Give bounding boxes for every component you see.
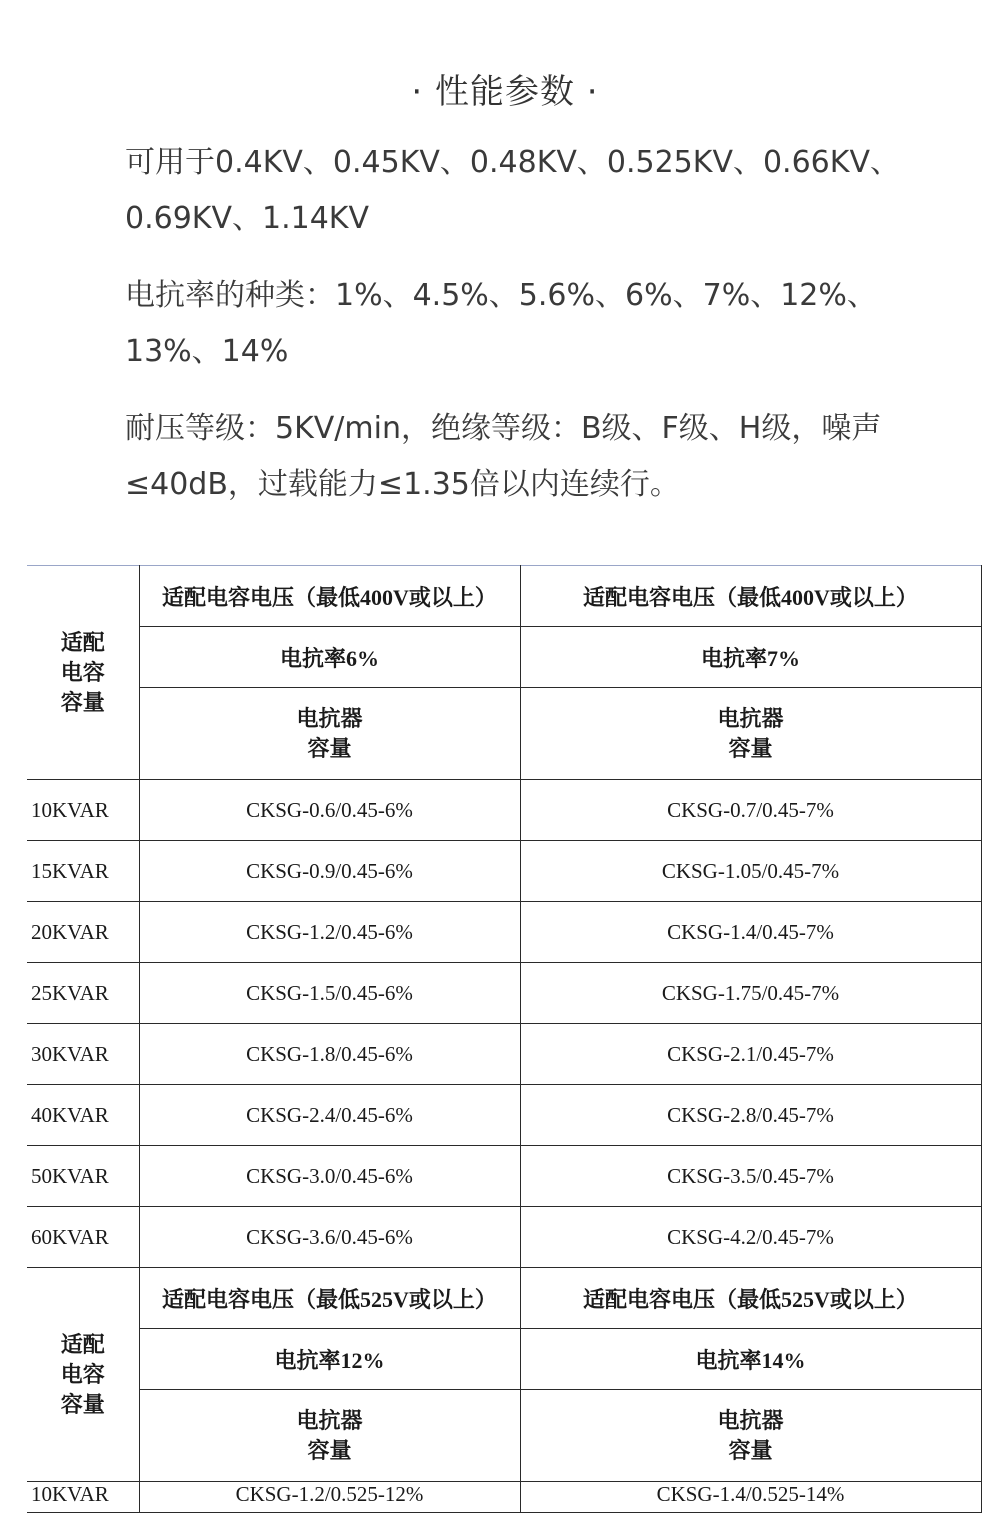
table-row <box>27 1024 981 1085</box>
capacity-cell: 20KVAR <box>27 902 139 963</box>
reactor-type-header-12: 电抗器 容量 <box>139 1390 520 1482</box>
model-cell: CKSG-1.75/0.45-7% <box>520 963 981 1024</box>
model-cell: CKSG-2.8/0.45-7% <box>520 1085 981 1146</box>
reactance-rate-7: 电抗率7% <box>520 627 981 688</box>
reactance-rate-12: 电抗率12% <box>139 1329 520 1390</box>
capacity-cell: 50KVAR <box>27 1146 139 1207</box>
voltage-header-6: 适配电容电压（最低400V或以上） <box>139 566 520 627</box>
model-cell: CKSG-0.7/0.45-7% <box>520 780 981 841</box>
model-cell: CKSG-3.0/0.45-6% <box>139 1146 520 1207</box>
capacity-header: 适配 电容 容量 <box>27 1268 139 1482</box>
capacity-cell: 40KVAR <box>27 1085 139 1146</box>
table-row <box>27 780 981 841</box>
reactor-type-header-6: 电抗器 容量 <box>139 688 520 780</box>
model-cell: CKSG-2.4/0.45-6% <box>139 1085 520 1146</box>
capacity-cell: 60KVAR <box>27 1207 139 1268</box>
model-cell: CKSG-4.2/0.45-7% <box>520 1207 981 1268</box>
table-row <box>27 902 981 963</box>
table-row <box>27 1207 981 1268</box>
model-cell: CKSG-1.5/0.45-6% <box>139 963 520 1024</box>
voltage-header-12: 适配电容电压（最低525V或以上） <box>139 1268 520 1329</box>
reactance-paragraph: 电抗率的种类：1%、4.5%、5.6%、6%、7%、12%、13%、14% <box>125 278 877 369</box>
capacity-cell: 15KVAR <box>27 841 139 902</box>
table-row <box>27 1146 981 1207</box>
table-row <box>27 1085 981 1146</box>
reactor-type-header-7: 电抗器 容量 <box>520 688 981 780</box>
capacity-cell: 25KVAR <box>27 963 139 1024</box>
model-cell: CKSG-1.05/0.45-7% <box>520 841 981 902</box>
voltage-header-7: 适配电容电压（最低400V或以上） <box>520 566 981 627</box>
reactance-rate-14: 电抗率14% <box>520 1329 981 1390</box>
table-row <box>27 1482 981 1513</box>
capacity-cell: 30KVAR <box>27 1024 139 1085</box>
page-title: · 性能参数 · <box>411 72 599 112</box>
voltage-header-14: 适配电容电压（最低525V或以上） <box>520 1268 981 1329</box>
capacity-cell: 10KVAR <box>27 780 139 841</box>
capacity-header: 适配 电容 容量 <box>27 566 139 780</box>
model-cell: CKSG-3.6/0.45-6% <box>139 1207 520 1268</box>
model-cell: CKSG-2.1/0.45-7% <box>520 1024 981 1085</box>
model-cell: CKSG-1.2/0.45-6% <box>139 902 520 963</box>
grade-paragraph: 耐压等级：5KV/min，绝缘等级：B级、F级、H级，噪声≤40dB，过载能力≤1.35倍以内连续行。 <box>125 411 882 502</box>
model-cell: CKSG-1.2/0.525-12% <box>139 1482 520 1513</box>
reactor-type-header-14: 电抗器 容量 <box>520 1390 981 1482</box>
table-row <box>27 841 981 902</box>
model-cell: CKSG-1.8/0.45-6% <box>139 1024 520 1085</box>
model-cell: CKSG-1.4/0.525-14% <box>520 1482 981 1513</box>
model-cell: CKSG-0.6/0.45-6% <box>139 780 520 841</box>
capacity-cell: 10KVAR <box>27 1482 139 1513</box>
model-cell: CKSG-0.9/0.45-6% <box>139 841 520 902</box>
table-row <box>27 963 981 1024</box>
voltage-paragraph: 可用于0.4KV、0.45KV、0.48KV、0.525KV、0.66KV、0.69KV、1.14KV <box>125 145 900 236</box>
model-cell: CKSG-1.4/0.45-7% <box>520 902 981 963</box>
model-cell: CKSG-3.5/0.45-7% <box>520 1146 981 1207</box>
reactance-rate-6: 电抗率6% <box>139 627 520 688</box>
spec-table <box>27 565 982 1513</box>
